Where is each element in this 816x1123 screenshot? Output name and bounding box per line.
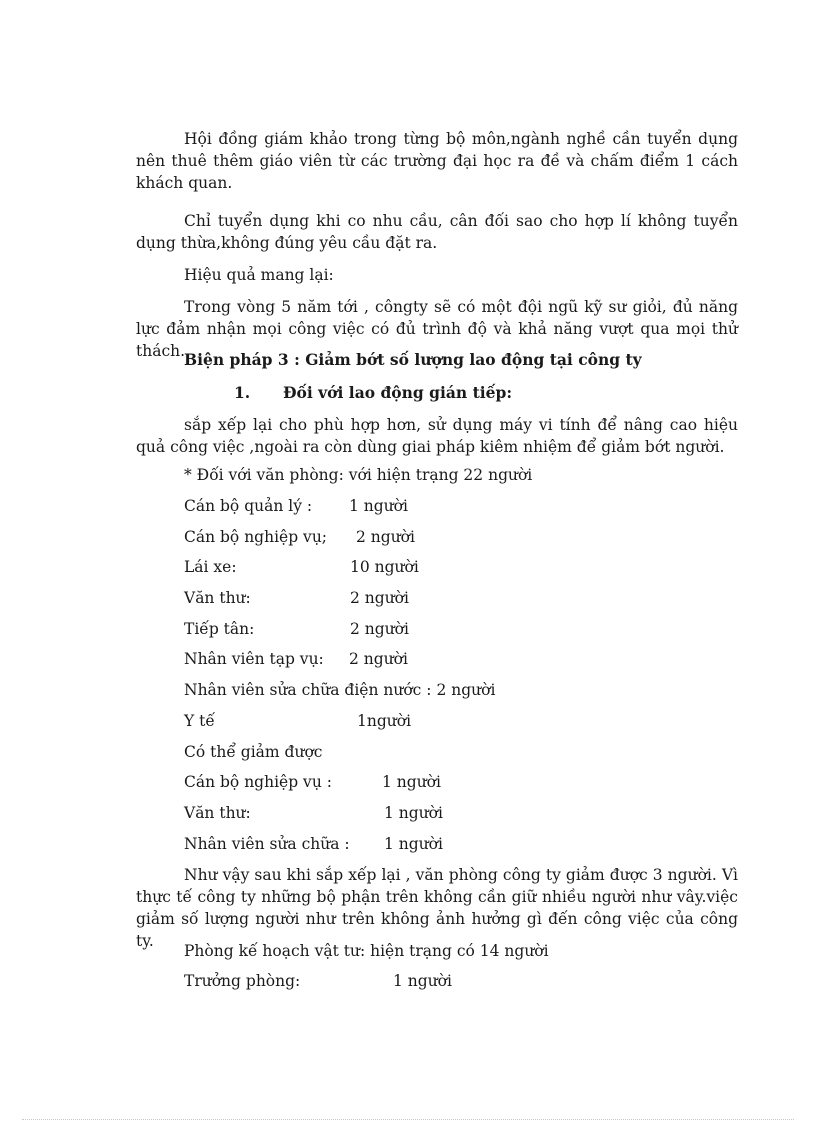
staff-count: 2 người xyxy=(436,681,496,699)
paragraph-reducible-label: Có thể giảm được xyxy=(184,743,323,761)
staff-count: 1 người xyxy=(349,497,408,515)
staff-role: Văn thư: xyxy=(184,804,251,822)
staff-role: Cán bộ nghiệp vụ; xyxy=(184,528,328,546)
staff-role: Nhân viên sửa chữa điện nước : xyxy=(184,681,432,699)
staff-count: 10 người xyxy=(350,558,419,576)
staff-count: 1 người xyxy=(393,972,452,990)
subheading-title: Đối với lao động gián tiếp: xyxy=(283,383,513,402)
staff-role: Lái xe: xyxy=(184,558,237,576)
staff-role: Tiếp tân: xyxy=(184,620,255,638)
staff-count: 1 người xyxy=(382,773,441,791)
paragraph-recruit-need: Chỉ tuyển dụng khi co nhu cầu, cân đối sao cho hợp lí không tuyển dụng thừa,không đúng yêu cầu đặt ra. xyxy=(136,212,738,252)
staff-role: Y tế xyxy=(184,712,215,730)
paragraph-rearrange: sắp xếp lại cho phù hợp hơn, sử dụng máy vi tính để nâng cao hiệu quả công việc ,ngoài ra còn dùng giai pháp kiêm nhiệm để giảm bớt người. xyxy=(136,416,738,456)
paragraph-office-status: * Đối với văn phòng: với hiện trạng 22 người xyxy=(184,466,533,484)
staff-count: 2 người xyxy=(350,589,409,607)
page-bottom-divider xyxy=(22,1119,794,1120)
staff-count: 1 người xyxy=(384,804,443,822)
paragraph-planning-dept: Phòng kế hoạch vật tư: hiện trạng có 14 người xyxy=(184,942,549,960)
paragraph-effect-label: Hiệu quả mang lại: xyxy=(184,266,334,284)
staff-role: Cán bộ quản lý : xyxy=(184,497,313,515)
staff-count: 2 người xyxy=(350,620,409,638)
staff-role-and-count xyxy=(184,681,495,699)
subheading-number: 1. xyxy=(234,383,251,402)
staff-role: Nhân viên tạp vụ: xyxy=(184,650,324,668)
staff-count: 2 người xyxy=(349,650,408,668)
staff-count: 1người xyxy=(357,712,412,730)
paragraph-exam-board: Hội đồng giám khảo trong từng bộ môn,ngành nghề cần tuyển dụng nên thuê thêm giáo viên từ các trường đại học ra đề và chấm điểm 1 cách khách quan. xyxy=(136,130,738,192)
staff-role: Văn thư: xyxy=(184,589,251,607)
staff-count: 1 người xyxy=(384,835,443,853)
list-item xyxy=(184,679,495,701)
paragraph-summary: Như vậy sau khi sắp xếp lại , văn phòng công ty giảm được 3 người. Vì thực tế công ty những bộ phận trên không cần giữ nhiều người như vây.việc giảm số lượng người như trên không ảnh hưởng gì đến công việc của công ty. xyxy=(136,866,738,950)
staff-count: 2 người xyxy=(356,528,415,546)
staff-role: Trưởng phòng: xyxy=(184,972,301,990)
heading-measure-3: Biện pháp 3 : Giảm bớt số lượng lao động tại công ty xyxy=(184,350,642,369)
paragraph-five-years: Trong vòng 5 năm tới , côngty sẽ có một đội ngũ kỹ sư giỏi, đủ năng lực đảm nhận mọi công việc có đủ trình độ và khả năng vượt qua mọi thử thách. xyxy=(136,298,738,360)
staff-role: Nhân viên sửa chữa : xyxy=(184,835,350,853)
staff-role: Cán bộ nghiệp vụ : xyxy=(184,773,332,791)
